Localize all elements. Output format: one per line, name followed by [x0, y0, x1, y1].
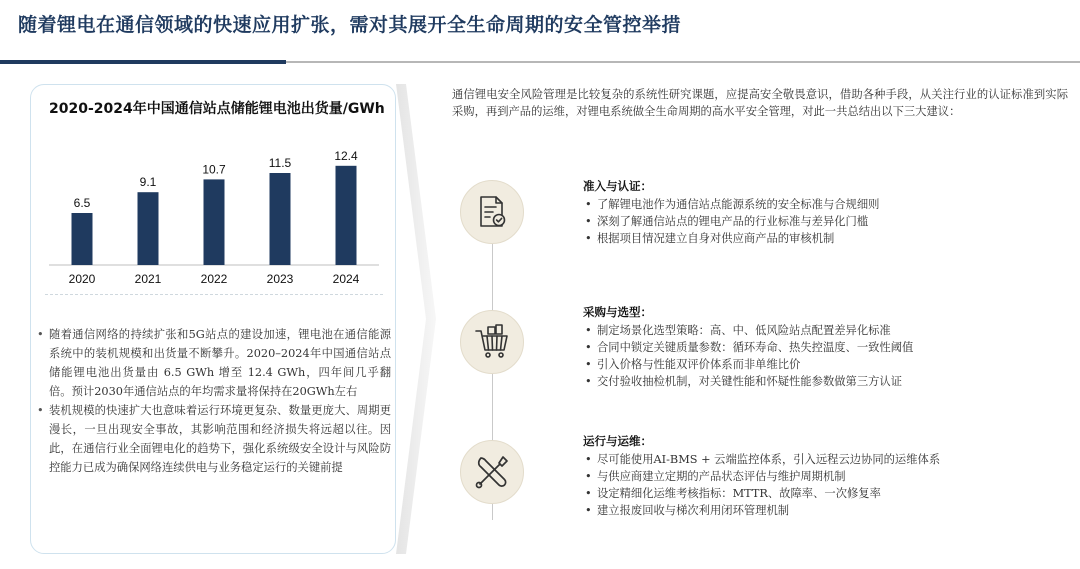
section-heading: 准入与认证：: [583, 179, 652, 193]
list-item: • 与供应商建立定期的产品状态评估与维护周期机制: [583, 468, 1063, 485]
list-item: • 建立报废回收与梯次利用闭环管理机制: [583, 502, 1063, 519]
list-item: • 制定场景化选型策略：高、中、低风险站点配置差异化标准: [583, 322, 1063, 339]
section-certification: [583, 178, 1063, 247]
left-bullet-list: [37, 325, 391, 477]
section-heading: 运行与运维：: [583, 434, 652, 448]
left-bullet-2: • 装机规模的快速扩大也意味着运行环境更复杂、数量更庞大、周期更漫长，一旦出现安全事故，其影响范围和经济损失将远超以往。因此，在通信行业全面锂电化的趋势下，强化系统级安全设计与风险防控能力已成为确保网络连续供电与业务稳定运行的关键前提: [37, 401, 391, 477]
intro-paragraph: 通信锂电安全风险管理是比较复杂的系统性研究课题，应提高安全敬畏意识，借助各种手段，从关注行业的认证标准到实际采购，再到产品的运维，对锂电系统做全生命周期的高水平安全管理，对此一共总结出以下三大建议：: [452, 88, 1068, 118]
data-label-2020: 6.5: [73, 196, 91, 210]
list-item: • 交付验收抽检机制，对关键性能和怀疑性能参数做第三方认证: [583, 373, 1063, 390]
section-heading: 采购与选型：: [583, 305, 652, 319]
tick-label-2022: 2022: [200, 272, 228, 286]
section-procurement: [583, 304, 1063, 390]
list-item: • 深刻了解通信站点的锂电产品的行业标准与差异化门槛: [583, 213, 1063, 230]
left-bullet-1: • 随着通信网络的持续扩张和5G站点的建设加速，锂电池在通信能源系统中的装机规模和出货量不断攀升。2020–2024年中国通信站点储能锂电池出货量由 6.5 GWh 增至 12.4 GWh，四年间几乎翻倍。预计2030年通信站点的年均需求量将保持在20GWh左右: [37, 325, 391, 401]
tools-icon-circle: [460, 440, 524, 504]
title-rule: [286, 61, 1080, 63]
bar-2020: [72, 213, 93, 265]
tick-label-2024: 2024: [332, 272, 360, 286]
list-item: • 设定精细化运维考核指标：MTTR、故障率、一次修复率: [583, 485, 1063, 502]
bar-2024: [336, 166, 357, 265]
shopping-cart-icon-circle: [460, 310, 524, 374]
bar-chart: [31, 141, 397, 291]
tick-label-2021: 2021: [134, 272, 162, 286]
shopping-cart-icon: [472, 322, 512, 362]
data-label-2022: 10.7: [202, 162, 226, 177]
certificate-icon: [473, 193, 511, 231]
tools-icon: [472, 452, 512, 492]
bar-2023: [270, 173, 291, 265]
data-label-2023: 11.5: [268, 156, 292, 170]
title-rule-accent: [0, 60, 286, 64]
section-operations: [583, 433, 1063, 519]
data-label-2021: 9.1: [139, 175, 157, 190]
tick-label-2023: 2023: [266, 272, 294, 286]
list-item: • 合同中锁定关键质量参数：循环寿命、热失控温度、一致性阈值: [583, 339, 1063, 356]
chevron-right-icon: [396, 84, 440, 554]
certificate-icon-circle: [460, 180, 524, 244]
list-item: • 尽可能使用AI-BMS + 云端监控体系，引入远程云边协同的运维体系: [583, 451, 1063, 468]
bar-2022: [204, 179, 225, 265]
tick-label-2020: 2020: [68, 272, 96, 286]
bar-2021: [138, 192, 159, 265]
card-divider: [45, 294, 383, 295]
list-item: • 根据项目情况建立自身对供应商产品的审核机制: [583, 230, 1063, 247]
list-item: • 引入价格与性能双评价体系而非单维比价: [583, 356, 1063, 373]
list-item: • 了解锂电池作为通信站点能源系统的安全标准与合规细则: [583, 196, 1063, 213]
chart-title: 2020-2024年中国通信站点储能锂电池出货量/GWh: [49, 101, 385, 117]
left-card: [30, 84, 396, 554]
page-title: 随着锂电在通信领域的快速应用扩张，需对其展开全生命周期的安全管控举措: [18, 14, 682, 36]
data-label-2024: 12.4: [334, 148, 358, 163]
